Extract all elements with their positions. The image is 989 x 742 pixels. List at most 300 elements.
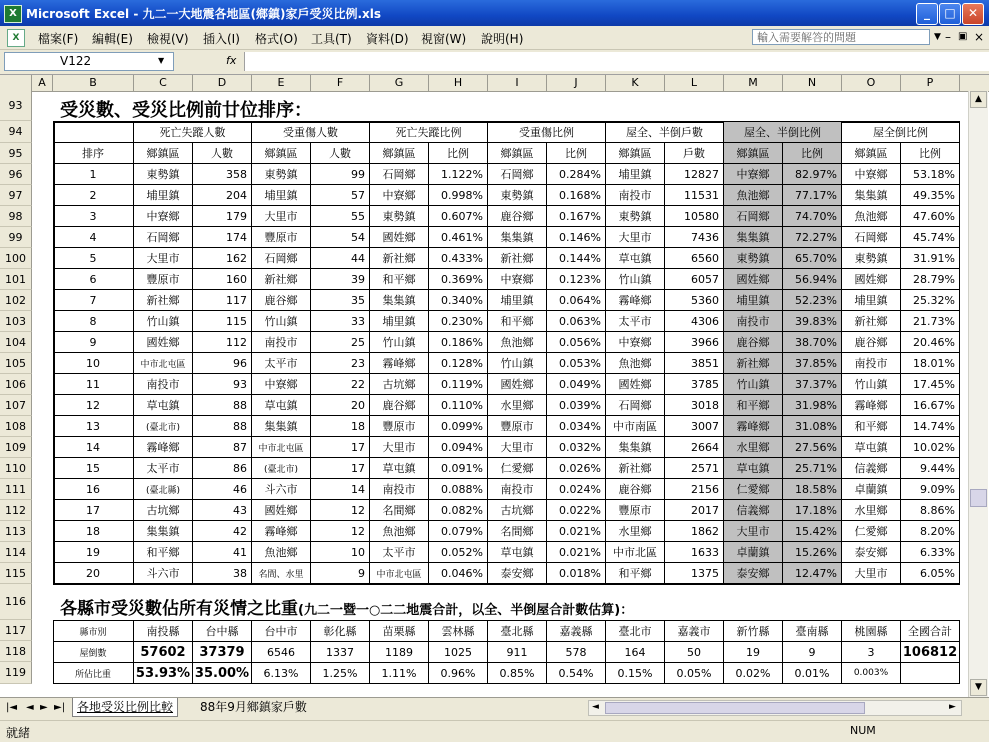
county-pct-cell[interactable]: 0.01% — [783, 663, 842, 684]
county-pct-cell[interactable]: 0.96% — [429, 663, 488, 684]
horizontal-scroll-thumb[interactable] — [605, 702, 865, 714]
county-header-cell[interactable]: 彰化縣 — [311, 621, 370, 642]
table-cell[interactable]: 霧峰鄉 — [842, 395, 901, 416]
county-pct-cell[interactable]: 35.00% — [193, 663, 252, 684]
table-cell[interactable]: 11 — [53, 374, 134, 395]
table-cell[interactable]: 國姓鄉 — [488, 374, 547, 395]
row-header[interactable]: 98 — [0, 206, 32, 227]
table-cell[interactable]: 162 — [193, 248, 252, 269]
table-cell[interactable]: 0.026% — [547, 458, 606, 479]
table-cell[interactable]: 2017 — [665, 500, 724, 521]
table-cell[interactable]: 0.064% — [547, 290, 606, 311]
table-cell[interactable]: 93 — [193, 374, 252, 395]
table-cell[interactable]: 東勢鎮 — [842, 248, 901, 269]
table-cell[interactable]: 25.32% — [901, 290, 960, 311]
table-cell[interactable]: 0.021% — [547, 542, 606, 563]
table-cell[interactable]: 8.20% — [901, 521, 960, 542]
table-cell[interactable]: 埔里鎮 — [606, 164, 665, 185]
table-cell[interactable]: 0.167% — [547, 206, 606, 227]
table-cell[interactable]: 太平市 — [252, 353, 311, 374]
maximize-button[interactable]: □ — [939, 3, 961, 25]
table-cell[interactable]: 0.998% — [429, 185, 488, 206]
table-cell[interactable]: 中市北屯區 — [134, 353, 193, 374]
table-cell[interactable]: 3966 — [665, 332, 724, 353]
table-cell[interactable]: 豐原市 — [606, 500, 665, 521]
table-cell[interactable]: 14 — [53, 437, 134, 458]
table-cell[interactable]: 0.369% — [429, 269, 488, 290]
county-count-cell[interactable]: 164 — [606, 642, 665, 663]
table-cell[interactable]: 57 — [311, 185, 370, 206]
row-header[interactable]: 106 — [0, 374, 32, 395]
table-cell[interactable]: 4306 — [665, 311, 724, 332]
table-cell[interactable]: 52.23% — [783, 290, 842, 311]
table-cell[interactable]: 竹山鎮 — [252, 311, 311, 332]
table-cell[interactable]: 中寮鄉 — [252, 374, 311, 395]
column-header[interactable]: J — [547, 75, 606, 91]
table-cell[interactable]: 46 — [193, 479, 252, 500]
table-cell[interactable]: 鹿谷鄉 — [606, 479, 665, 500]
row-header[interactable]: 107 — [0, 395, 32, 416]
table-cell[interactable]: 信義鄉 — [724, 500, 783, 521]
table-cell[interactable]: 39.83% — [783, 311, 842, 332]
table-cell[interactable]: 古坑鄉 — [370, 374, 429, 395]
county-pct-cell[interactable]: 0.15% — [606, 663, 665, 684]
table-cell[interactable]: 草屯鎮 — [606, 248, 665, 269]
table-cell[interactable]: 草屯鎮 — [134, 395, 193, 416]
table-cell[interactable]: 2571 — [665, 458, 724, 479]
table-cell[interactable]: 17 — [311, 458, 370, 479]
table-cell[interactable]: 鹿谷鄉 — [370, 395, 429, 416]
scroll-left-icon[interactable]: ◄ — [592, 702, 599, 712]
table-cell[interactable]: 魚池鄉 — [606, 353, 665, 374]
row-header[interactable]: 95 — [0, 143, 32, 164]
table-cell[interactable]: 魚池鄉 — [842, 206, 901, 227]
county-header-cell[interactable]: 嘉義縣 — [547, 621, 606, 642]
table-cell[interactable]: 0.052% — [429, 542, 488, 563]
column-header[interactable]: A — [32, 75, 53, 91]
county-count-cell[interactable]: 911 — [488, 642, 547, 663]
row-header[interactable]: 114 — [0, 542, 32, 563]
table-cell[interactable]: 4 — [53, 227, 134, 248]
column-subheader[interactable]: 排序 — [53, 143, 134, 164]
table-cell[interactable]: 仁愛鄉 — [724, 479, 783, 500]
county-header-cell[interactable]: 南投縣 — [134, 621, 193, 642]
table-cell[interactable]: 20 — [311, 395, 370, 416]
table-cell[interactable]: 7436 — [665, 227, 724, 248]
table-cell[interactable]: 12 — [311, 500, 370, 521]
county-count-cell[interactable]: 50 — [665, 642, 724, 663]
county-header-cell[interactable]: 臺北市 — [606, 621, 665, 642]
table-cell[interactable]: 12827 — [665, 164, 724, 185]
table-cell[interactable]: (臺北市) — [134, 416, 193, 437]
table-cell[interactable]: 86 — [193, 458, 252, 479]
table-cell[interactable]: 0.284% — [547, 164, 606, 185]
doc-minimize-icon[interactable]: – — [945, 30, 951, 44]
table-cell[interactable]: 72.27% — [783, 227, 842, 248]
table-cell[interactable]: 0.063% — [547, 311, 606, 332]
pct-row-label[interactable]: 所佔比重 — [53, 663, 134, 684]
table-cell[interactable]: 信義鄉 — [842, 458, 901, 479]
table-cell[interactable]: 47.60% — [901, 206, 960, 227]
table-cell[interactable]: 水里鄉 — [488, 395, 547, 416]
table-cell[interactable]: 南投市 — [724, 311, 783, 332]
table-cell[interactable]: 31.91% — [901, 248, 960, 269]
table-cell[interactable]: 25.71% — [783, 458, 842, 479]
county-header-cell[interactable]: 全國合計 — [901, 621, 960, 642]
table-cell[interactable]: 豐原市 — [488, 416, 547, 437]
table-cell[interactable]: 國姓鄉 — [134, 332, 193, 353]
table-cell[interactable]: 鹿谷鄉 — [252, 290, 311, 311]
table-cell[interactable]: 0.110% — [429, 395, 488, 416]
table-cell[interactable]: 16 — [53, 479, 134, 500]
table-cell[interactable]: 和平鄉 — [606, 563, 665, 584]
table-cell[interactable]: 埔里鎮 — [370, 311, 429, 332]
table-cell[interactable]: 18.01% — [901, 353, 960, 374]
row-header[interactable]: 119 — [0, 662, 32, 684]
table-cell[interactable]: 3018 — [665, 395, 724, 416]
table-cell[interactable]: 太平市 — [370, 542, 429, 563]
table-cell[interactable]: 斗六市 — [252, 479, 311, 500]
table-cell[interactable]: 3785 — [665, 374, 724, 395]
table-cell[interactable]: 17 — [53, 500, 134, 521]
table-cell[interactable]: 55 — [311, 206, 370, 227]
table-cell[interactable]: 0.168% — [547, 185, 606, 206]
menu-help[interactable]: 說明(H) — [481, 32, 524, 46]
prev-sheet-icon[interactable]: ◄ — [26, 702, 34, 713]
table-cell[interactable]: 56.94% — [783, 269, 842, 290]
table-cell[interactable]: 0.024% — [547, 479, 606, 500]
table-cell[interactable]: 25 — [311, 332, 370, 353]
county-pct-cell[interactable]: 0.02% — [724, 663, 783, 684]
table-cell[interactable]: 10 — [53, 353, 134, 374]
column-header[interactable]: F — [311, 75, 370, 91]
county-pct-cell[interactable]: 0.003% — [842, 663, 901, 684]
group-header-4[interactable]: 受重傷比例 — [488, 122, 606, 143]
fx-icon[interactable]: fx — [226, 54, 237, 67]
table-cell[interactable]: 豐原市 — [370, 416, 429, 437]
table-cell[interactable]: 1.122% — [429, 164, 488, 185]
table-cell[interactable]: 大里市 — [370, 437, 429, 458]
table-cell[interactable]: 仁愛鄉 — [488, 458, 547, 479]
table-cell[interactable]: 石岡鄉 — [488, 164, 547, 185]
county-count-cell[interactable]: 3 — [842, 642, 901, 663]
help-dropdown-icon[interactable]: ▼ — [934, 32, 941, 42]
table-cell[interactable]: 22 — [311, 374, 370, 395]
table-cell[interactable]: 霧峰鄉 — [724, 416, 783, 437]
column-subheader[interactable]: 鄉鎮區 — [134, 143, 193, 164]
table-cell[interactable]: 0.119% — [429, 374, 488, 395]
table-cell[interactable]: 87 — [193, 437, 252, 458]
row-header[interactable]: 104 — [0, 332, 32, 353]
table-cell[interactable]: 6 — [53, 269, 134, 290]
table-cell[interactable]: 竹山鎮 — [606, 269, 665, 290]
county-header-cell[interactable]: 新竹縣 — [724, 621, 783, 642]
table-cell[interactable]: 魚池鄉 — [370, 521, 429, 542]
table-cell[interactable]: 38.70% — [783, 332, 842, 353]
table-cell[interactable]: 0.123% — [547, 269, 606, 290]
column-header[interactable]: C — [134, 75, 193, 91]
table-cell[interactable]: 6057 — [665, 269, 724, 290]
workbook-icon[interactable]: X — [7, 29, 25, 47]
row-header[interactable]: 102 — [0, 290, 32, 311]
table-cell[interactable]: 0.082% — [429, 500, 488, 521]
table-cell[interactable]: 中寮鄉 — [606, 332, 665, 353]
table-cell[interactable]: 13 — [53, 416, 134, 437]
table-cell[interactable]: 0.099% — [429, 416, 488, 437]
county-header-cell[interactable]: 苗栗縣 — [370, 621, 429, 642]
menu-window[interactable]: 視窗(W) — [421, 32, 467, 46]
column-subheader[interactable]: 人數 — [311, 143, 370, 164]
table-cell[interactable]: 埔里鎮 — [134, 185, 193, 206]
table-cell[interactable]: 和平鄉 — [488, 311, 547, 332]
county-header-cell[interactable]: 桃園縣 — [842, 621, 901, 642]
table-cell[interactable]: 174 — [193, 227, 252, 248]
doc-restore-icon[interactable]: ▣ — [958, 31, 968, 42]
table-cell[interactable]: 南投市 — [606, 185, 665, 206]
table-cell[interactable]: 新社鄉 — [134, 290, 193, 311]
column-subheader[interactable]: 比例 — [547, 143, 606, 164]
table-cell[interactable]: 37.37% — [783, 374, 842, 395]
table-cell[interactable]: 0.056% — [547, 332, 606, 353]
table-cell[interactable]: 大里市 — [134, 248, 193, 269]
group-header-1[interactable]: 死亡失蹤人數 — [134, 122, 252, 143]
table-cell[interactable]: 國姓鄉 — [724, 269, 783, 290]
last-sheet-icon[interactable]: ►| — [54, 702, 66, 713]
table-cell[interactable]: 16.67% — [901, 395, 960, 416]
table-cell[interactable]: 霧峰鄉 — [252, 521, 311, 542]
table-cell[interactable]: 0.046% — [429, 563, 488, 584]
column-subheader[interactable]: 鄉鎮區 — [724, 143, 783, 164]
table-cell[interactable]: 南投市 — [252, 332, 311, 353]
table-cell[interactable]: 東勢鎮 — [252, 164, 311, 185]
county-pct-cell[interactable] — [901, 663, 960, 684]
column-subheader[interactable]: 戶數 — [665, 143, 724, 164]
table-cell[interactable]: 泰安鄉 — [488, 563, 547, 584]
table-cell[interactable]: 仁愛鄉 — [842, 521, 901, 542]
table-cell[interactable]: 中寮鄉 — [842, 164, 901, 185]
table-cell[interactable]: 117 — [193, 290, 252, 311]
table-cell[interactable]: 0.128% — [429, 353, 488, 374]
select-all-corner[interactable] — [0, 75, 32, 91]
table-cell[interactable]: 11531 — [665, 185, 724, 206]
table-cell[interactable]: 49.35% — [901, 185, 960, 206]
county-header-cell[interactable]: 雲林縣 — [429, 621, 488, 642]
menu-file[interactable]: 檔案(F) — [38, 32, 79, 46]
table-cell[interactable]: 泰安鄉 — [724, 563, 783, 584]
table-cell[interactable]: 10 — [311, 542, 370, 563]
row-header[interactable]: 115 — [0, 563, 32, 584]
table-cell[interactable]: (臺北縣) — [134, 479, 193, 500]
row-header[interactable]: 105 — [0, 353, 32, 374]
column-header[interactable]: L — [665, 75, 724, 91]
table-cell[interactable]: 7 — [53, 290, 134, 311]
row-header[interactable]: 108 — [0, 416, 32, 437]
table-cell[interactable]: 358 — [193, 164, 252, 185]
table-cell[interactable]: 14 — [311, 479, 370, 500]
table-cell[interactable]: 新社鄉 — [252, 269, 311, 290]
menu-format[interactable]: 格式(O) — [255, 32, 298, 46]
table-cell[interactable]: 中寮鄉 — [724, 164, 783, 185]
table-cell[interactable]: 新社鄉 — [370, 248, 429, 269]
table-cell[interactable]: 0.230% — [429, 311, 488, 332]
table-cell[interactable]: 0.146% — [547, 227, 606, 248]
table-cell[interactable]: 0.607% — [429, 206, 488, 227]
table-cell[interactable]: 南投市 — [842, 353, 901, 374]
column-header[interactable]: O — [842, 75, 901, 91]
table-cell[interactable]: 魚池鄉 — [252, 542, 311, 563]
table-cell[interactable]: 石岡鄉 — [252, 248, 311, 269]
table-cell[interactable]: 草屯鎮 — [842, 437, 901, 458]
table-cell[interactable]: 竹山鎮 — [724, 374, 783, 395]
scroll-right-icon[interactable]: ► — [949, 702, 956, 712]
table-cell[interactable]: 0.039% — [547, 395, 606, 416]
row-header[interactable]: 109 — [0, 437, 32, 458]
table-cell[interactable]: 中寮鄉 — [370, 185, 429, 206]
table-cell[interactable]: 草屯鎮 — [370, 458, 429, 479]
table-cell[interactable]: 65.70% — [783, 248, 842, 269]
table-cell[interactable]: 中市北區 — [606, 542, 665, 563]
table-cell[interactable]: 18.58% — [783, 479, 842, 500]
table-cell[interactable]: 太平市 — [606, 311, 665, 332]
table-cell[interactable]: 中市北屯區 — [370, 563, 429, 584]
sheet-tab[interactable]: 88年9月鄉鎮家戶數 — [200, 700, 307, 714]
table-cell[interactable]: 160 — [193, 269, 252, 290]
table-cell[interactable]: 南投市 — [370, 479, 429, 500]
table-cell[interactable]: 9.44% — [901, 458, 960, 479]
count-row-label[interactable]: 屋倒數 — [53, 642, 134, 663]
table-cell[interactable]: 埔里鎮 — [488, 290, 547, 311]
group-header-7[interactable]: 屋全倒比例 — [842, 122, 960, 143]
table-cell[interactable]: 東勢鎮 — [724, 248, 783, 269]
table-cell[interactable]: 卓蘭鎮 — [724, 542, 783, 563]
table-cell[interactable]: 0.021% — [547, 521, 606, 542]
name-box-dropdown-icon[interactable]: ▼ — [158, 56, 165, 65]
table-cell[interactable]: 17 — [311, 437, 370, 458]
table-cell[interactable]: 1862 — [665, 521, 724, 542]
county-pct-cell[interactable]: 0.54% — [547, 663, 606, 684]
column-header[interactable]: B — [53, 75, 134, 91]
table-cell[interactable]: 39 — [311, 269, 370, 290]
table-cell[interactable]: 石岡鄉 — [370, 164, 429, 185]
table-cell[interactable]: 竹山鎮 — [370, 332, 429, 353]
table-cell[interactable]: 0.022% — [547, 500, 606, 521]
scroll-down-icon[interactable]: ▼ — [970, 679, 987, 696]
table-cell[interactable]: 8 — [53, 311, 134, 332]
table-cell[interactable]: 集集鎮 — [606, 437, 665, 458]
table-cell[interactable]: 集集鎮 — [488, 227, 547, 248]
county-header-cell[interactable]: 臺南縣 — [783, 621, 842, 642]
column-header[interactable]: I — [488, 75, 547, 91]
table-cell[interactable]: 名間鄉 — [370, 500, 429, 521]
table-cell[interactable]: 77.17% — [783, 185, 842, 206]
column-subheader[interactable]: 鄉鎮區 — [488, 143, 547, 164]
column-header[interactable]: M — [724, 75, 783, 91]
table-cell[interactable]: 12 — [53, 395, 134, 416]
table-cell[interactable]: 豐原市 — [134, 269, 193, 290]
table-cell[interactable]: 2664 — [665, 437, 724, 458]
table-cell[interactable]: 石岡鄉 — [134, 227, 193, 248]
table-cell[interactable]: 0.461% — [429, 227, 488, 248]
table-cell[interactable]: 88 — [193, 395, 252, 416]
table-cell[interactable]: 23 — [311, 353, 370, 374]
table-cell[interactable]: 竹山鎮 — [134, 311, 193, 332]
county-count-cell[interactable]: 37379 — [193, 642, 252, 663]
county-count-cell[interactable]: 19 — [724, 642, 783, 663]
row-header[interactable]: 110 — [0, 458, 32, 479]
table-cell[interactable]: 19 — [53, 542, 134, 563]
county-pct-cell[interactable]: 6.13% — [252, 663, 311, 684]
column-header[interactable]: H — [429, 75, 488, 91]
county-header-cell[interactable]: 嘉義市 — [665, 621, 724, 642]
row-header[interactable]: 112 — [0, 500, 32, 521]
row-header[interactable]: 117 — [0, 620, 32, 641]
county-pct-cell[interactable]: 1.11% — [370, 663, 429, 684]
column-subheader[interactable]: 比例 — [783, 143, 842, 164]
table-cell[interactable]: 18 — [53, 521, 134, 542]
table-cell[interactable]: 9 — [311, 563, 370, 584]
table-cell[interactable]: 28.79% — [901, 269, 960, 290]
table-cell[interactable]: 42 — [193, 521, 252, 542]
table-cell[interactable]: 集集鎮 — [724, 227, 783, 248]
table-cell[interactable]: 集集鎮 — [370, 290, 429, 311]
table-cell[interactable]: 0.049% — [547, 374, 606, 395]
county-count-cell[interactable]: 1337 — [311, 642, 370, 663]
table-cell[interactable]: 草屯鎮 — [724, 458, 783, 479]
county-header-cell[interactable]: 縣市別 — [53, 621, 134, 642]
row-header[interactable]: 116 — [0, 584, 32, 620]
table-cell[interactable]: 33 — [311, 311, 370, 332]
table-cell[interactable]: 集集鎮 — [134, 521, 193, 542]
group-header-6[interactable]: 屋全、半倒比例 — [724, 122, 842, 143]
table-cell[interactable]: 水里鄉 — [724, 437, 783, 458]
table-cell[interactable]: 0.088% — [429, 479, 488, 500]
row-header[interactable]: 101 — [0, 269, 32, 290]
table-cell[interactable]: 1375 — [665, 563, 724, 584]
table-cell[interactable]: 6.05% — [901, 563, 960, 584]
table-cell[interactable]: 竹山鎮 — [842, 374, 901, 395]
table-cell[interactable]: 53.18% — [901, 164, 960, 185]
county-count-cell[interactable]: 1189 — [370, 642, 429, 663]
sheet-tab-active[interactable]: 各地受災比例比較 — [72, 698, 178, 717]
group-header-2[interactable]: 受重傷人數 — [252, 122, 370, 143]
table-cell[interactable]: 大里市 — [252, 206, 311, 227]
table-cell[interactable]: 15.42% — [783, 521, 842, 542]
column-header[interactable]: E — [252, 75, 311, 91]
table-cell[interactable]: 179 — [193, 206, 252, 227]
table-cell[interactable]: 集集鎮 — [252, 416, 311, 437]
county-count-cell[interactable]: 57602 — [134, 642, 193, 663]
table-cell[interactable]: 96 — [193, 353, 252, 374]
table-cell[interactable]: 東勢鎮 — [370, 206, 429, 227]
table-cell[interactable]: 9 — [53, 332, 134, 353]
table-cell[interactable]: 21.73% — [901, 311, 960, 332]
table-cell[interactable]: 新社鄉 — [842, 311, 901, 332]
group-header-3[interactable]: 死亡失蹤比例 — [370, 122, 488, 143]
table-cell[interactable]: 鹿谷鄉 — [488, 206, 547, 227]
scroll-up-icon[interactable]: ▲ — [970, 91, 987, 108]
table-cell[interactable]: 44 — [311, 248, 370, 269]
group-header-5[interactable]: 屋全、半倒戶數 — [606, 122, 724, 143]
column-header[interactable]: K — [606, 75, 665, 91]
table-cell[interactable]: 名間鄉 — [488, 521, 547, 542]
table-cell[interactable]: 東勢鎮 — [134, 164, 193, 185]
table-cell[interactable]: 3851 — [665, 353, 724, 374]
county-header-cell[interactable]: 台中縣 — [193, 621, 252, 642]
table-cell[interactable]: 大里市 — [488, 437, 547, 458]
column-header[interactable]: N — [783, 75, 842, 91]
row-header[interactable]: 96 — [0, 164, 32, 185]
table-cell[interactable]: 8.86% — [901, 500, 960, 521]
